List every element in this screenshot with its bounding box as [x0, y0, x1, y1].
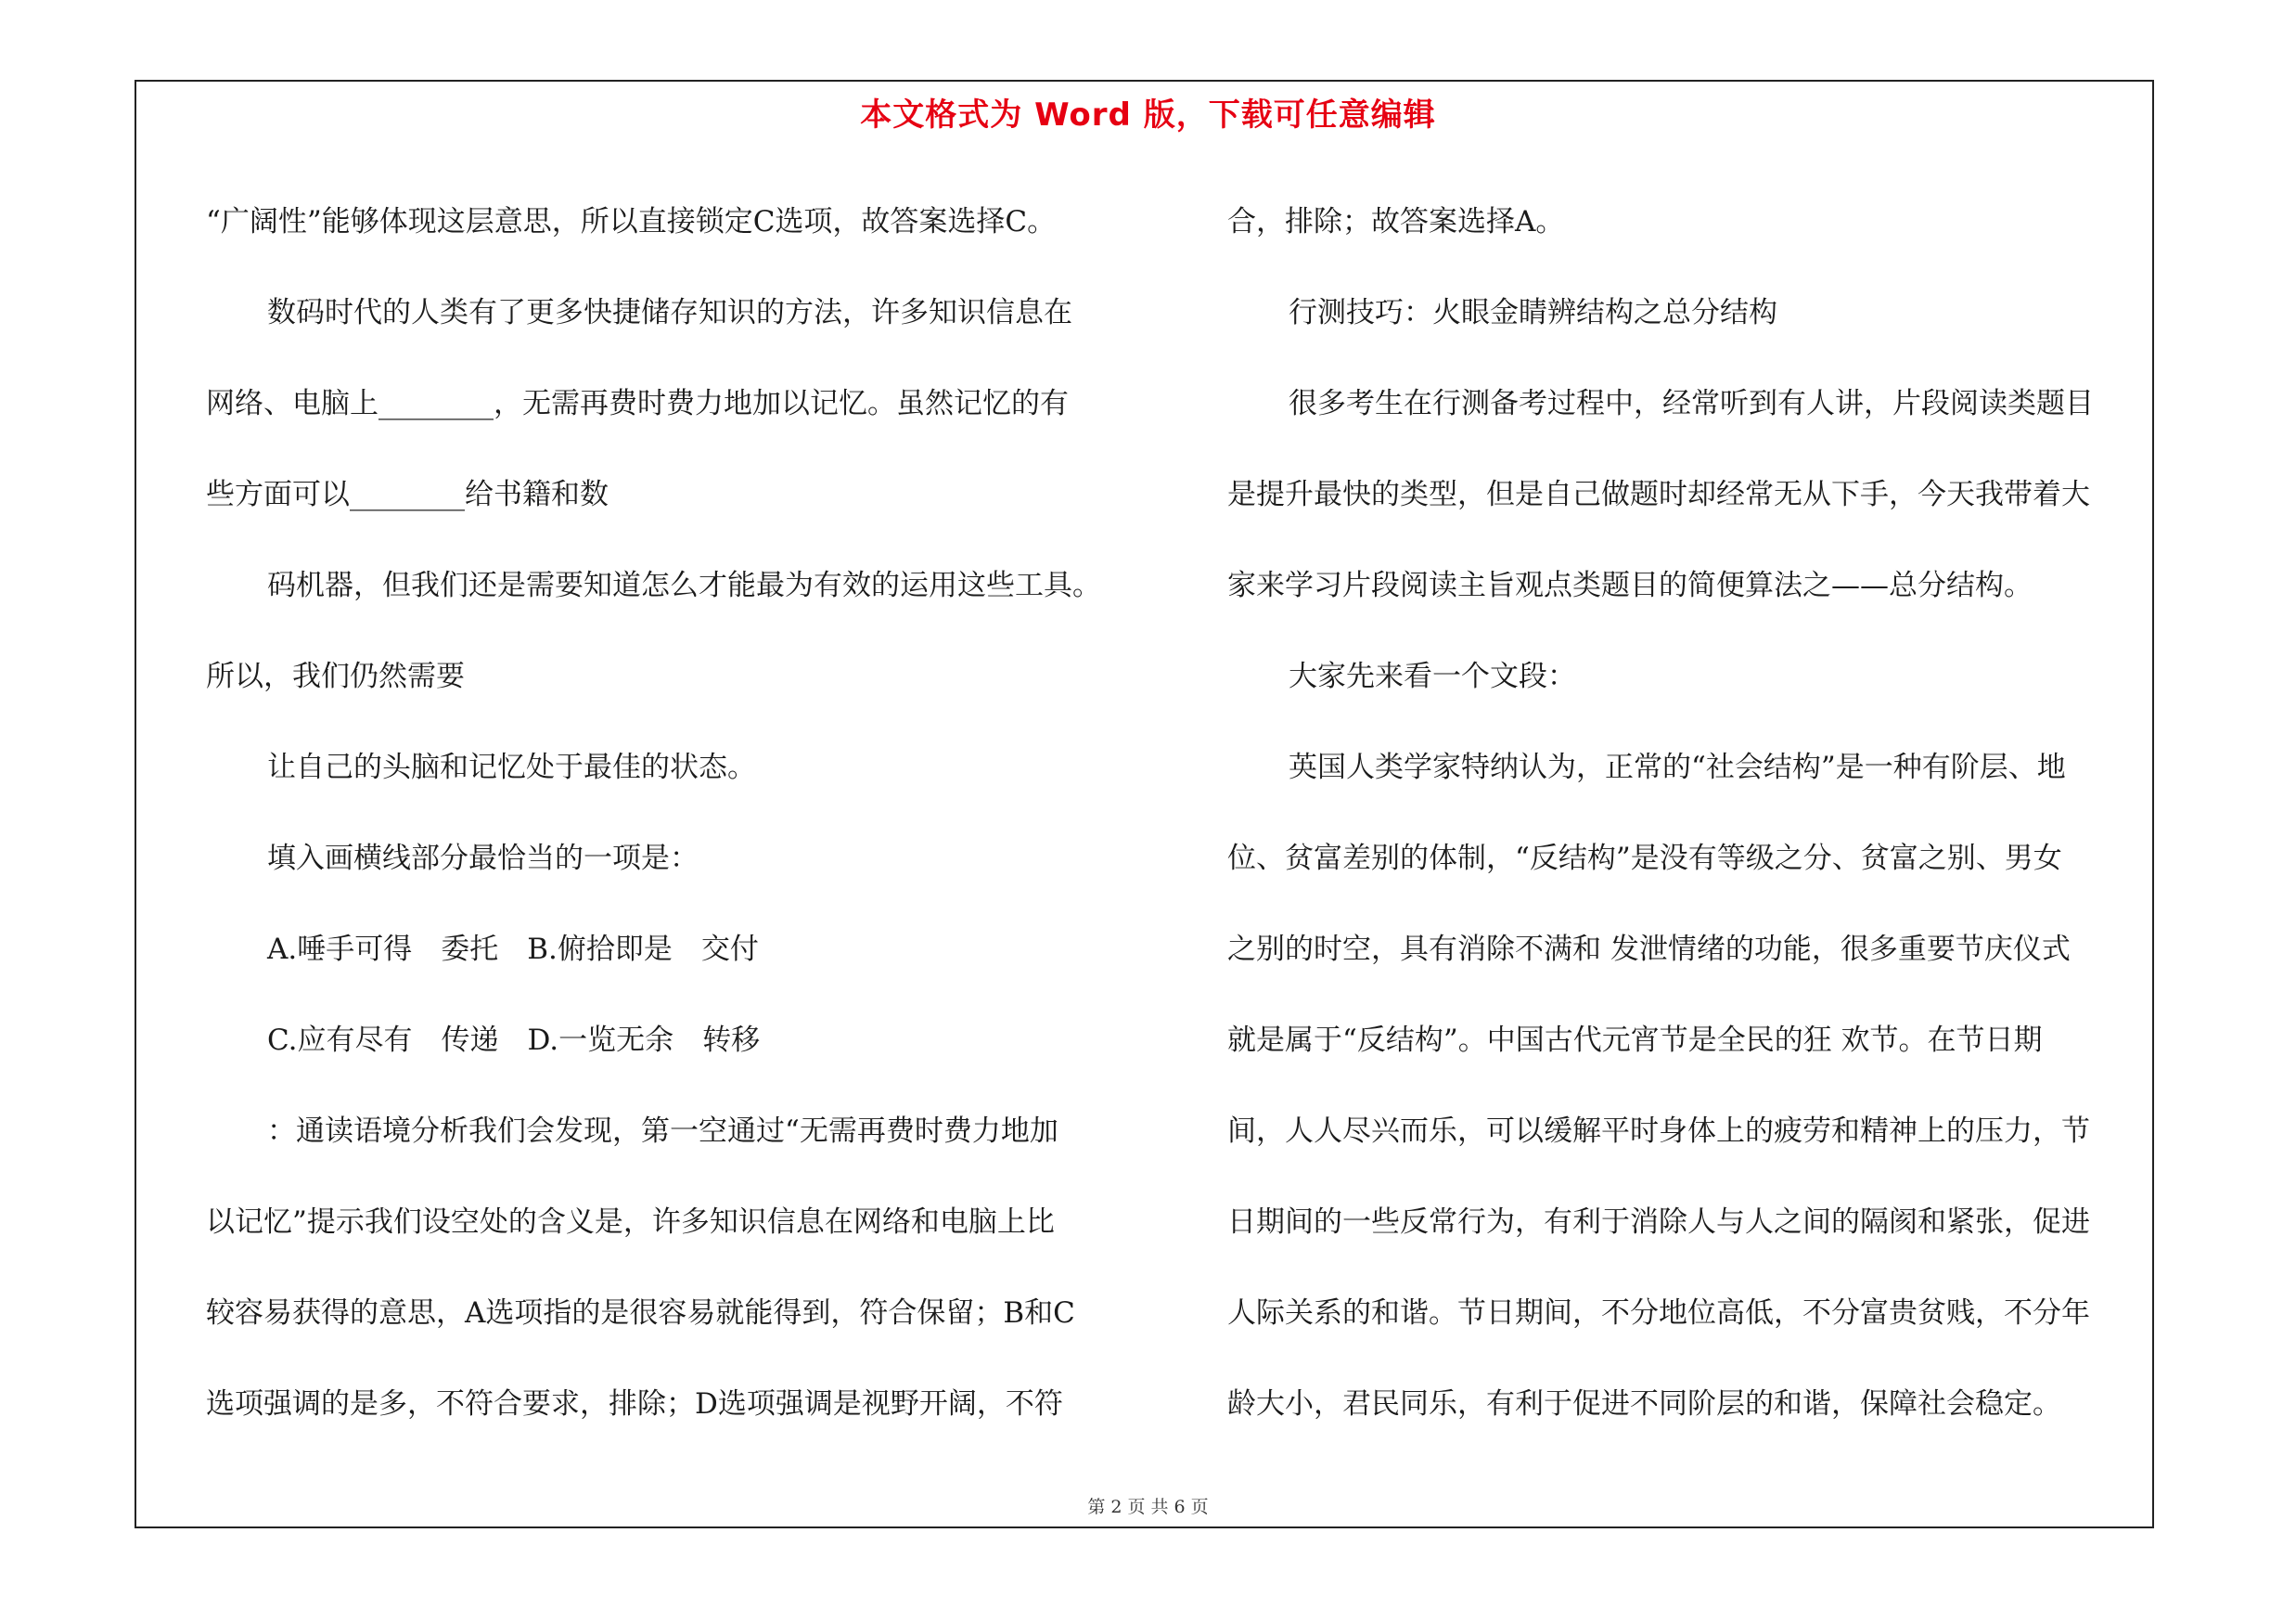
right-column [1227, 176, 2146, 1449]
text-line: 人际关系的和谐。节日期间，不分地位高低，不分富贵贫贱，不分年 [1227, 1296, 2090, 1330]
text-line: 些方面可以________给书籍和数 [206, 478, 609, 511]
text-line: 所以，我们仍然需要 [206, 660, 465, 693]
header-banner: 本文格式为 Word 版，下载可任意编辑 [860, 97, 1436, 134]
text-line: 合，排除；故答案选择A。 [1227, 205, 1565, 238]
text-line: 以记忆”提示我们设空处的含义是，许多知识信息在网络和电脑上比 [206, 1205, 1055, 1239]
left-column [206, 176, 1143, 1449]
text-line: 英国人类学家特纳认为，正常的“社会结构”是一种有阶层、地 [1289, 751, 2066, 784]
text-line: 码机器，但我们还是需要知道怎么才能最为有效的运用这些工具。 [267, 569, 1101, 602]
text-line: A.唾手可得 委托 B.俯拾即是 交付 [267, 933, 759, 966]
text-line: C.应有尽有 传递 D.一览无余 转移 [267, 1024, 761, 1057]
text-line: 就是属于“反结构”。中国古代元宵节是全民的狂 欢节。在节日期 [1227, 1024, 2043, 1057]
text-line: 较容易获得的意思，A选项指的是很容易就能得到，符合保留；B和C [206, 1296, 1075, 1330]
page-number: 第 2 页 共 6 页 [1087, 1497, 1209, 1517]
text-line: 位、贫富差别的体制，“反结构”是没有等级之分、贫富之别、男女 [1227, 842, 2062, 875]
text-line: 是提升最快的类型，但是自己做题时却经常无从下手，今天我带着大 [1227, 478, 2090, 511]
text-line: 填入画横线部分最恰当的一项是： [267, 842, 699, 875]
text-line: 数码时代的人类有了更多快捷储存知识的方法，许多知识信息在 [267, 296, 1072, 329]
text-line: 之别的时空，具有消除不满和 发泄情绪的功能，很多重要节庆仪式 [1227, 933, 2071, 966]
text-line: 让自己的头脑和记忆处于最佳的状态。 [267, 751, 756, 784]
text-line: 很多考生在行测备考过程中，经常听到有人讲，片段阅读类题目 [1289, 387, 2094, 420]
text-line: 选项强调的是多，不符合要求，排除；D选项强调是视野开阔，不符 [206, 1387, 1063, 1421]
text-line: 龄大小，君民同乐，有利于促进不同阶层的和谐，保障社会稳定。 [1227, 1387, 2061, 1421]
text-line: 网络、电脑上________，无需再费时费力地加以记忆。虽然记忆的有 [206, 387, 1069, 420]
text-line: 家来学习片段阅读主旨观点类题目的简便算法之——总分结构。 [1227, 569, 2033, 602]
text-line: 间，人人尽兴而乐，可以缓解平时身体上的疲劳和精神上的压力，节 [1227, 1114, 2090, 1148]
text-line: 大家先来看一个文段： [1289, 660, 1576, 693]
text-line: 行测技巧：火眼金睛辨结构之总分结构 [1289, 296, 1777, 329]
text-line: 日期间的一些反常行为，有利于消除人与人之间的隔阂和紧张，促进 [1227, 1205, 2090, 1239]
text-line: ：通读语境分析我们会发现，第一空通过“无需再费时费力地加 [267, 1114, 1058, 1148]
text-line: “广阔性”能够体现这层意思，所以直接锁定C选项，故答案选择C。 [206, 205, 1057, 238]
